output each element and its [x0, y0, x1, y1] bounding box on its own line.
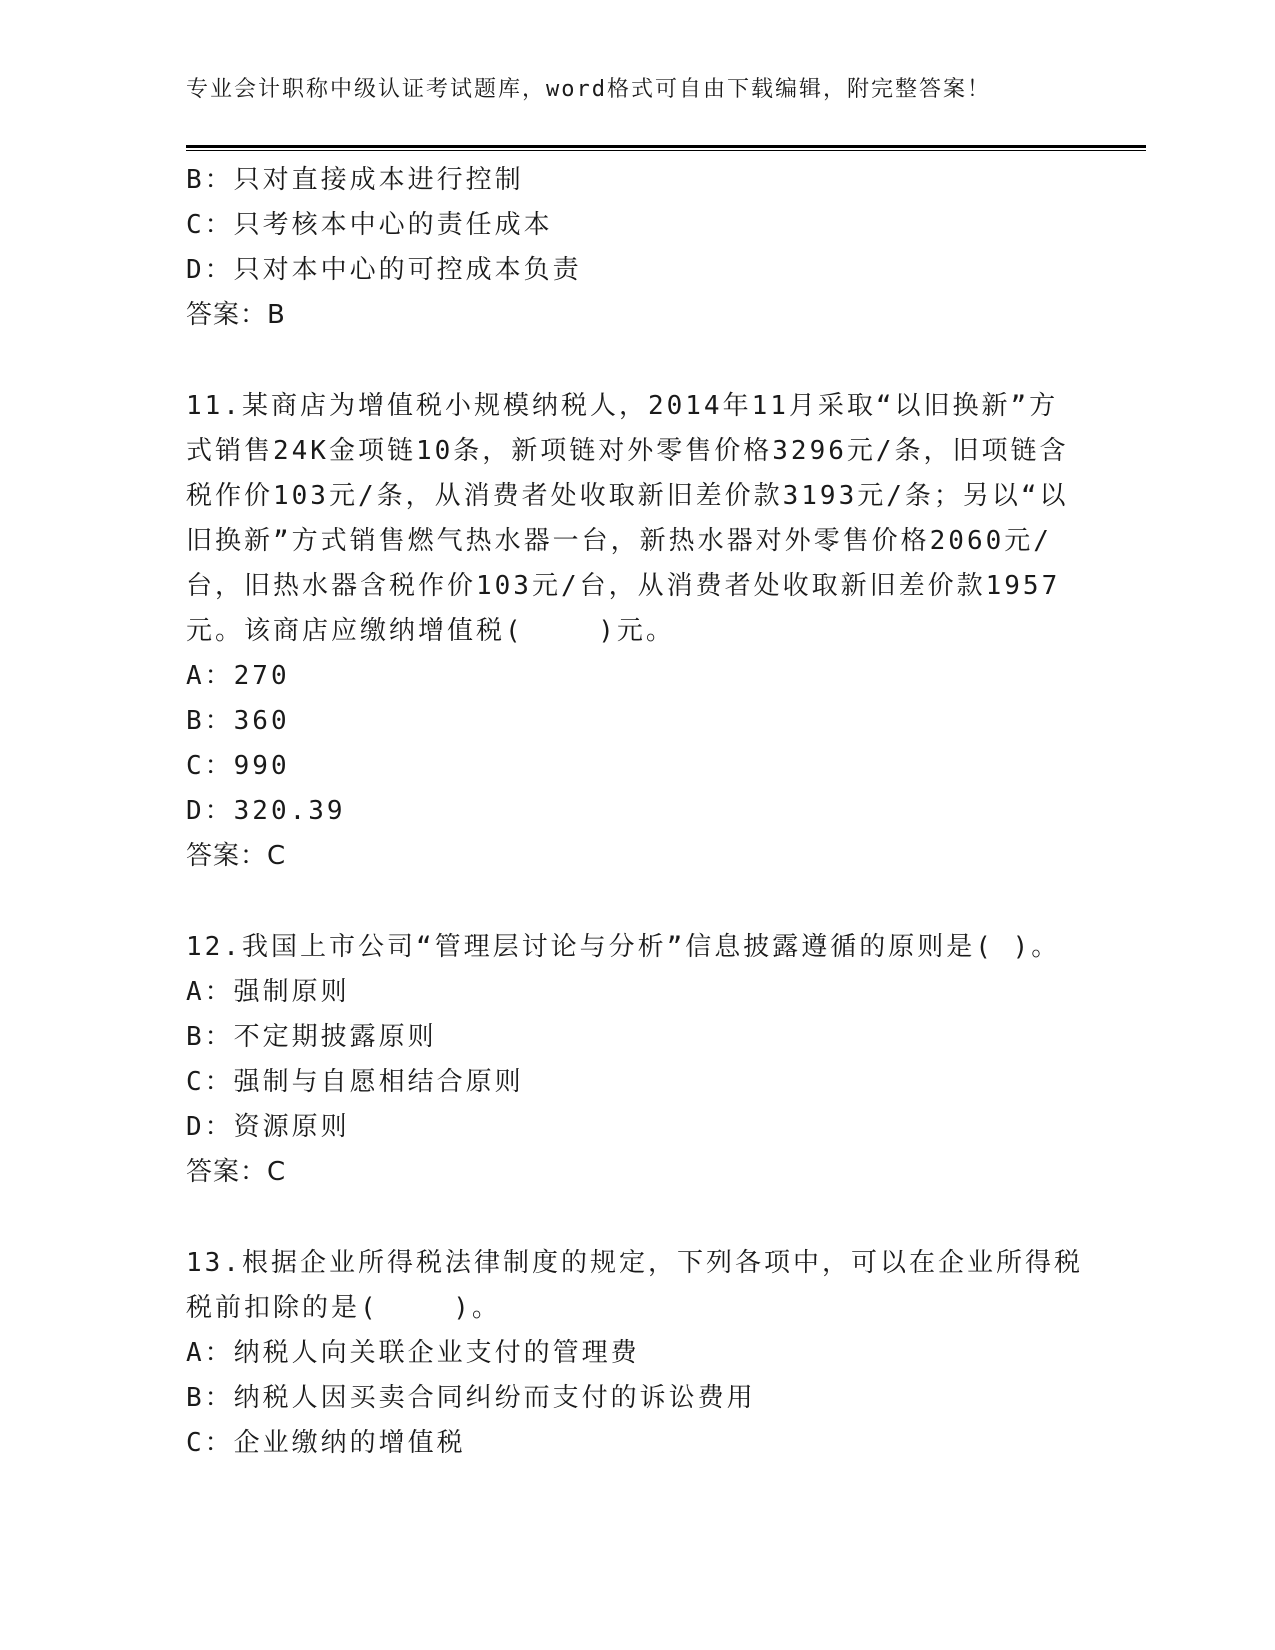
header-rule-thin [186, 150, 1146, 151]
option-d: D：资源原则 [186, 1112, 350, 1142]
answer: 答案：C [186, 1157, 287, 1187]
option-b: B：纳税人因买卖合同纠纷而支付的诉讼费用 [186, 1383, 756, 1413]
question-text-line: 元。该商店应缴纳增值税( )元。 [186, 616, 675, 646]
question-text-line: 式销售24K金项链10条，新项链对外零售价格3296元/条，旧项链含 [186, 436, 1069, 466]
page-content [186, 158, 1086, 1466]
option-a: A：纳税人向关联企业支付的管理费 [186, 1338, 640, 1368]
option-b: B：360 [186, 706, 290, 736]
header-rule-thick [186, 145, 1146, 148]
question-text-line: 旧换新”方式销售燃气热水器一台，新热水器对外零售价格2060元/ [186, 526, 1052, 556]
question-11 [186, 384, 1086, 879]
question-12 [186, 925, 1086, 1195]
option-d: D：只对本中心的可控成本负责 [186, 255, 582, 285]
option-c: C：990 [186, 751, 290, 781]
question-13 [186, 1241, 1086, 1466]
option-c: C：强制与自愿相结合原则 [186, 1067, 524, 1097]
option-b: B：只对直接成本进行控制 [186, 165, 524, 195]
question-text-line: 台，旧热水器含税作价103元/台，从消费者处收取新旧差价款1957 [186, 571, 1061, 601]
option-d: D：320.39 [186, 796, 346, 826]
question-text-line: 税作价103元/条，从消费者处收取新旧差价款3193元/条；另以“以 [186, 481, 1069, 511]
question-text-line: 11.某商店为增值税小规模纳税人，2014年11月采取“以旧换新”方 [186, 391, 1059, 421]
option-a: A：270 [186, 661, 290, 691]
option-c: C：只考核本中心的责任成本 [186, 210, 553, 240]
answer: 答案：C [186, 841, 287, 871]
prev-question-block [186, 158, 1086, 338]
option-a: A：强制原则 [186, 977, 350, 1007]
option-b: B：不定期披露原则 [186, 1022, 437, 1052]
question-text-line: 12.我国上市公司“管理层讨论与分析”信息披露遵循的原则是( )。 [186, 932, 1061, 962]
answer: 答案：B [186, 300, 286, 330]
page-header: 专业会计职称中级认证考试题库，word格式可自由下载编辑，附完整答案！ [186, 77, 991, 102]
question-text-line: 13.根据企业所得税法律制度的规定，下列各项中，可以在企业所得税 [186, 1248, 1083, 1278]
option-c: C：企业缴纳的增值税 [186, 1428, 466, 1458]
question-text-line: 税前扣除的是( )。 [186, 1293, 501, 1323]
